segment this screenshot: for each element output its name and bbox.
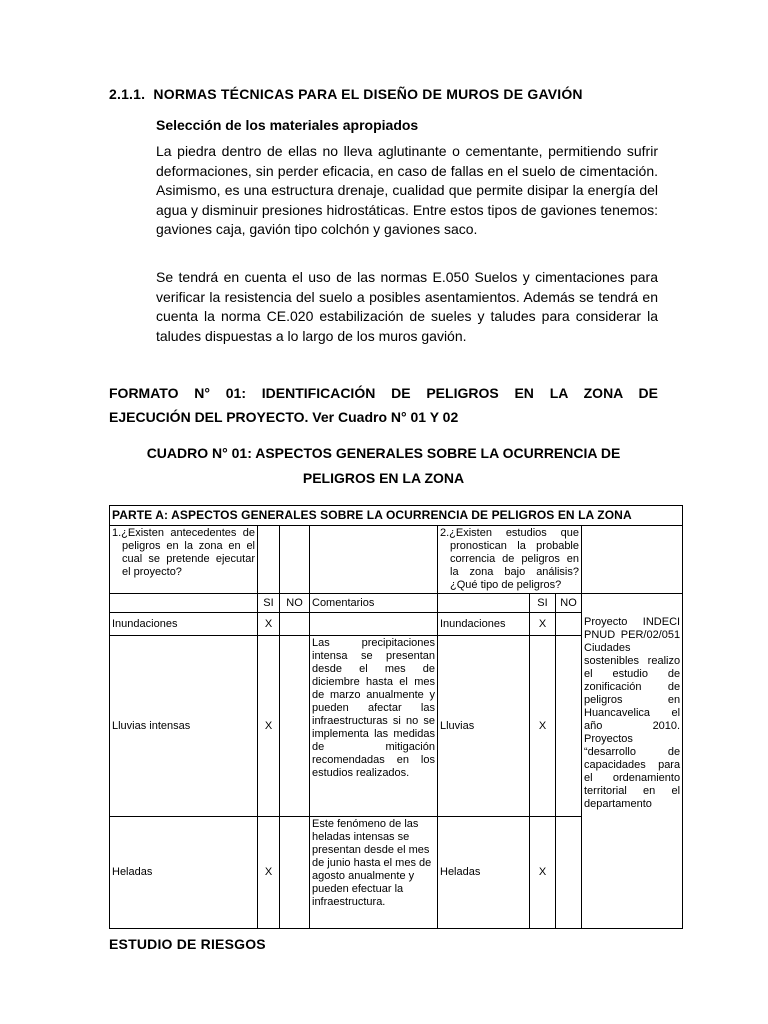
empty-cell [258, 526, 280, 594]
si-mark-2: X [530, 817, 556, 929]
hazard-name-2: Heladas [438, 817, 530, 929]
formato-line-2: EJECUCIÓN DEL PROYECTO. Ver Cuadro N° 01 Y 02 [109, 409, 459, 425]
no-mark-2 [556, 613, 582, 636]
hazard-name-2: Lluvias [438, 636, 530, 817]
section-heading [109, 86, 583, 102]
empty-cell [110, 594, 258, 613]
estudio-heading: ESTUDIO DE RIESGOS [109, 936, 266, 952]
question-1: 1.¿Existen antecedentes de peligros en la zona en el cual se pretende ejecutar el proyecto? [110, 526, 258, 594]
no-mark-2 [556, 636, 582, 817]
hazard-name: Heladas [110, 817, 258, 929]
comment-cell [310, 613, 438, 636]
hazard-name: Lluvias intensas [110, 636, 258, 817]
no-mark [280, 817, 310, 929]
question-2: 2.¿Existen estudios que pronostican la probable correncia de peligros en la zona bajo análisis? ¿Qué tipo de peligros? [438, 526, 582, 594]
formato-line-1: FORMATO N° 01: IDENTIFICACIÓN DE PELIGROS EN LA ZONA DE [109, 385, 658, 401]
si-mark-2: X [530, 613, 556, 636]
no-header-2: NO [556, 594, 582, 613]
paragraph-2: Se tendrá en cuenta el uso de las normas E.050 Suelos y cimentaciones para verificar la resistencia del suelo a posibles asentamientos. Además se tendrá en cuenta la norma CE.020 estabilización de sueles y taludes para considerar la taludes dispuestas a lo largo de los muros gavión. [156, 269, 658, 344]
si-mark: X [258, 636, 280, 817]
empty-cell [280, 526, 310, 594]
paragraph-1: La piedra dentro de ellas no lleva aglutinante o cementante, permitiendo sufrir deformaciones, sin perder eficacia, en caso de fallas en el suelo de cimentación. Asimismo, es una estructura drenaje, cualidad que permite disipar la energía del agua y disminuir presiones hidrostáticas. Entre estos tipos de gaviones tenemos: gaviones caja, gavión tipo colchón y gaviones saco. [156, 143, 658, 237]
side-note: Proyecto INDECI PNUD PER/02/051 Ciudades sostenibles realizo el estudio de zonificación de peligros en Huancavelica el año 2010. Proyectos “desarrollo de capacidades para el ordenamiento territorial en el departamento [582, 594, 683, 929]
section-number: 2.1.1. [109, 86, 146, 102]
no-mark-2 [556, 817, 582, 929]
hazard-name: Inundaciones [110, 613, 258, 636]
empty-cell [582, 526, 683, 594]
hazards-table [109, 505, 683, 929]
si-mark: X [258, 613, 280, 636]
comment-cell: Este fenómeno de las heladas intensas se presentan desde el mes de junio hasta el mes de agosto anualmente y pueden efectuar la infraestructura. [310, 817, 438, 929]
hazard-name-2: Inundaciones [438, 613, 530, 636]
part-a-header: PARTE A: ASPECTOS GENERALES SOBRE LA OCURRENCIA DE PELIGROS EN LA ZONA [110, 506, 683, 526]
si-header: SI [258, 594, 280, 613]
si-mark-2: X [530, 636, 556, 817]
si-header-2: SI [530, 594, 556, 613]
empty-cell [310, 526, 438, 594]
empty-cell [438, 594, 530, 613]
no-header: NO [280, 594, 310, 613]
si-mark: X [258, 817, 280, 929]
cuadro-line-2: PELIGROS EN LA ZONA [302, 470, 465, 486]
section-subtitle: Selección de los materiales apropiados [156, 117, 419, 133]
comentarios-header: Comentarios [310, 594, 438, 613]
no-mark [280, 613, 310, 636]
comment-cell: Las precipitaciones intensa se presentan desde el mes de diciembre hasta el mes de marzo anualmente y pueden afectar las infraestructuras si no se implementa las medidas de mitigación recomendadas en los estudios realizados. [310, 636, 438, 817]
no-mark [280, 636, 310, 817]
cuadro-line-1: CUADRO N° 01: ASPECTOS GENERALES SOBRE LA OCURRENCIA DE [146, 445, 621, 461]
section-title: NORMAS TÉCNICAS PARA EL DISEÑO DE MUROS DE GAVIÓN [153, 86, 583, 102]
cuadro-title [109, 441, 658, 491]
